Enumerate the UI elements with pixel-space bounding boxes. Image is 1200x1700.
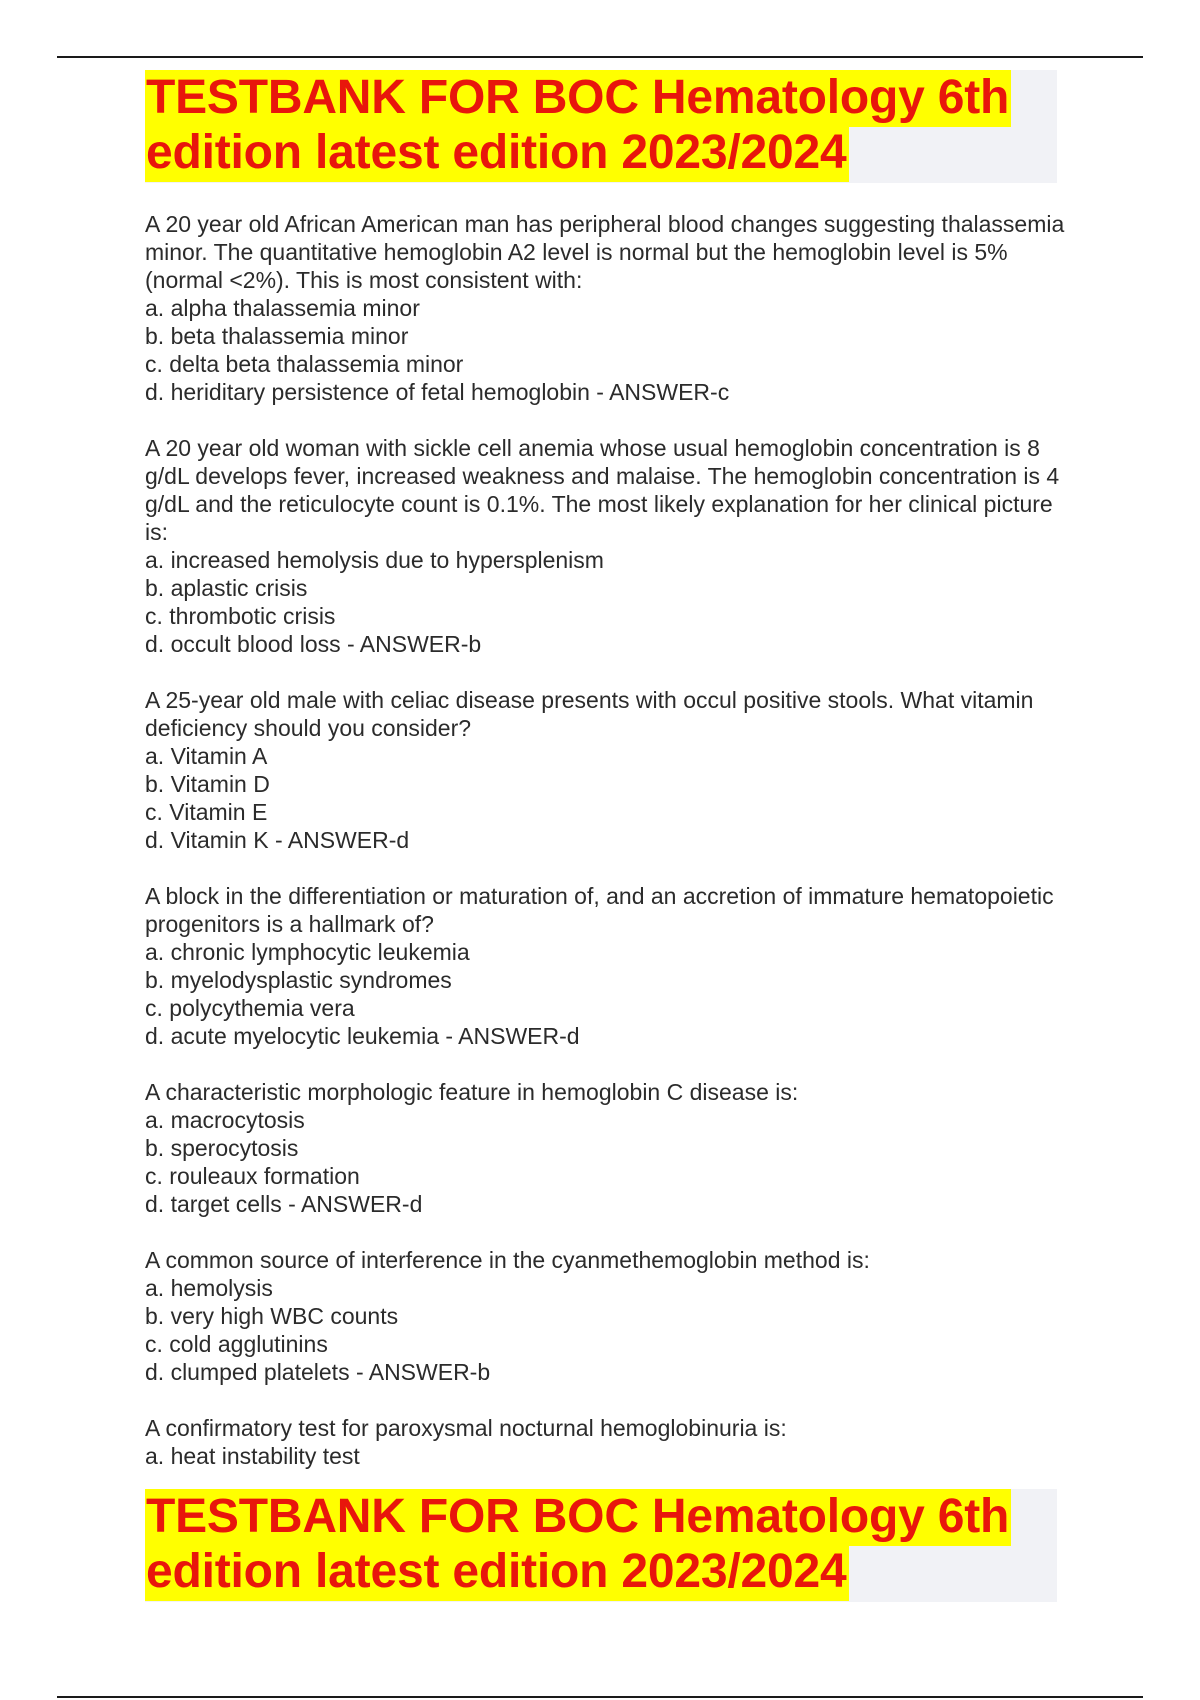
question-5 <box>145 1078 1065 1218</box>
question-4 <box>145 882 1065 1050</box>
option-d: d. occult blood loss - ANSWER-b <box>145 631 482 657</box>
question-list <box>145 210 1065 1498</box>
question-7 <box>145 1414 1065 1470</box>
option-a: a. hemolysis <box>145 1275 273 1301</box>
question-text: A confirmatory test for paroxysmal nocturnal hemoglobinuria is: <box>145 1415 787 1441</box>
footer-title-line2: edition latest edition 2023/2024 <box>145 1544 849 1601</box>
top-divider <box>57 56 1143 58</box>
question-text: A 25-year old male with celiac disease presents with occul positive stools. What vitamin deficiency should you consider? <box>145 687 1034 741</box>
option-b: b. sperocytosis <box>145 1135 299 1161</box>
option-b: b. very high WBC counts <box>145 1303 399 1329</box>
option-d: d. Vitamin K - ANSWER-d <box>145 827 410 853</box>
option-c: c. rouleaux formation <box>145 1163 360 1189</box>
option-b: b. aplastic crisis <box>145 575 308 601</box>
option-b: b. myelodysplastic syndromes <box>145 967 452 993</box>
header-banner <box>145 70 1057 183</box>
bottom-divider <box>57 1696 1143 1698</box>
question-text: A block in the differentiation or maturation of, and an accretion of immature hematopoietic progenitors is a hallmark of? <box>145 883 1054 937</box>
option-c: c. cold agglutinins <box>145 1331 328 1357</box>
footer-title-line1: TESTBANK FOR BOC Hematology 6th <box>145 1489 1011 1546</box>
option-a: a. chronic lymphocytic leukemia <box>145 939 470 965</box>
header-title-line1: TESTBANK FOR BOC Hematology 6th <box>145 70 1011 127</box>
option-b: b. Vitamin D <box>145 771 270 797</box>
question-text: A common source of interference in the cyanmethemoglobin method is: <box>145 1247 870 1273</box>
question-text: A characteristic morphologic feature in hemoglobin C disease is: <box>145 1079 799 1105</box>
option-a: a. heat instability test <box>145 1443 360 1469</box>
option-c: c. polycythemia vera <box>145 995 355 1021</box>
option-a: a. alpha thalassemia minor <box>145 295 420 321</box>
header-title-line2: edition latest edition 2023/2024 <box>145 125 849 182</box>
option-d: d. clumped platelets - ANSWER-b <box>145 1359 491 1385</box>
option-b: b. beta thalassemia minor <box>145 323 409 349</box>
option-a: a. increased hemolysis due to hypersplenism <box>145 547 604 573</box>
question-1 <box>145 210 1065 406</box>
option-d: d. target cells - ANSWER-d <box>145 1191 423 1217</box>
option-a: a. macrocytosis <box>145 1107 305 1133</box>
question-text: A 20 year old African American man has peripheral blood changes suggesting thalassemia minor. The quantitative hemoglobin A2 level is normal but the hemoglobin level is 5% (normal <2%). This is most consistent with: <box>145 211 1065 293</box>
option-c: c. delta beta thalassemia minor <box>145 351 464 377</box>
footer-banner <box>145 1489 1057 1602</box>
question-text: A 20 year old woman with sickle cell anemia whose usual hemoglobin concentration is 8 g/dL develops fever, increased weakness and malaise. The hemoglobin concentration is 4 g/dL and the reticulocyte count is 0.1%. The most likely explanation for her clinical picture is: <box>145 435 1060 545</box>
question-2 <box>145 434 1065 658</box>
option-a: a. Vitamin A <box>145 743 268 769</box>
question-3 <box>145 686 1065 854</box>
footer-title <box>145 1489 1057 1599</box>
option-c: c. Vitamin E <box>145 799 268 825</box>
header-title <box>145 70 1057 180</box>
option-d: d. acute myelocytic leukemia - ANSWER-d <box>145 1023 580 1049</box>
option-d: d. heriditary persistence of fetal hemoglobin - ANSWER-c <box>145 379 730 405</box>
option-c: c. thrombotic crisis <box>145 603 336 629</box>
question-6 <box>145 1246 1065 1386</box>
